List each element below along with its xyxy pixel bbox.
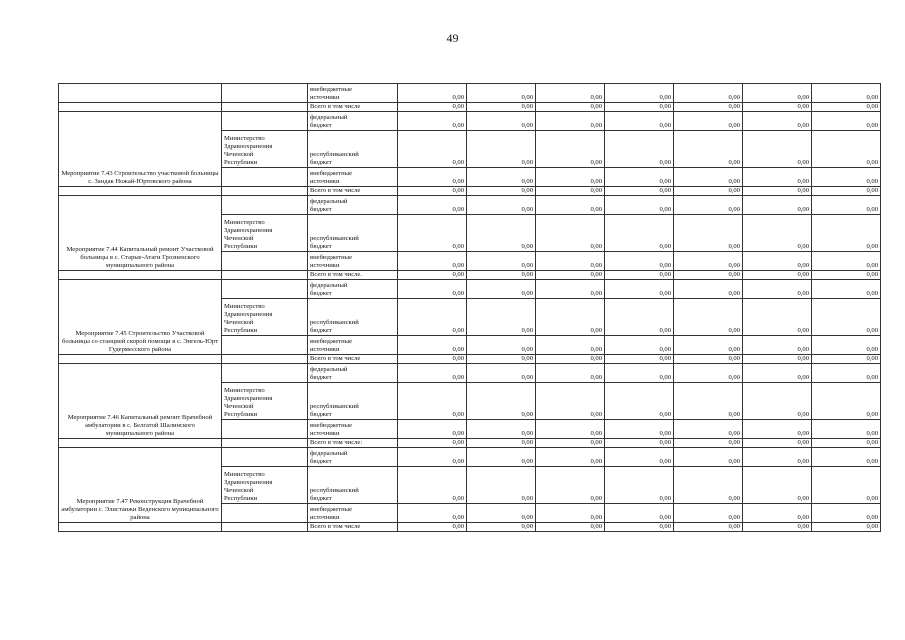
executor-text: Республики [224, 243, 258, 250]
value-cell: 0,00 [812, 504, 881, 523]
value-cell: 0,00 [605, 448, 674, 467]
table-row [59, 448, 881, 467]
value-cell: 0,00 [467, 196, 536, 215]
funding-source-text: бюджет [310, 290, 332, 297]
executor-cell [222, 523, 308, 532]
funding-source-cell [308, 196, 398, 215]
value-cell: 0,00 [605, 196, 674, 215]
value-cell: 0,00 [398, 420, 467, 439]
funding-source-text: источники [310, 430, 340, 437]
value-cell: 0,00 [536, 112, 605, 131]
page-number: 49 [446, 31, 459, 45]
funding-source-text: источники [310, 178, 340, 185]
executor-cell [222, 364, 308, 383]
value-cell: 0,00 [743, 364, 812, 383]
value-cell: 0,00 [467, 439, 536, 448]
funding-source-text: Всего в том числе. [310, 271, 363, 278]
executor-cell [222, 280, 308, 299]
funding-source-cell [308, 187, 398, 196]
funding-source-text: федеральный [310, 282, 348, 289]
value-cell: 0,00 [812, 448, 881, 467]
executor-text: Здравоохранения [224, 395, 273, 402]
value-cell: 0,00 [743, 103, 812, 112]
value-cell: 0,00 [605, 103, 674, 112]
executor-cell [222, 383, 308, 420]
value-cell: 0,00 [674, 168, 743, 187]
total-row [59, 355, 881, 364]
funding-source-text: внебюджетные [310, 338, 353, 345]
funding-source-text: источники [310, 346, 340, 353]
value-cell: 0,00 [674, 336, 743, 355]
value-cell: 0,00 [674, 252, 743, 271]
executor-text: Министерство [224, 135, 265, 142]
value-cell: 0,00 [743, 504, 812, 523]
value-cell: 0,00 [743, 271, 812, 280]
value-cell: 0,00 [812, 420, 881, 439]
value-cell: 0,00 [536, 196, 605, 215]
executor-cell [222, 168, 308, 187]
executor-text: Чеченской [224, 235, 254, 242]
value-cell: 0,00 [467, 504, 536, 523]
executor-cell [222, 420, 308, 439]
funding-source-cell [308, 383, 398, 420]
value-cell: 0,00 [743, 467, 812, 504]
executor-cell [222, 103, 308, 112]
value-cell: 0,00 [605, 420, 674, 439]
table-row [59, 103, 881, 112]
value-cell: 0,00 [467, 280, 536, 299]
funding-source-text: республиканский [310, 151, 359, 158]
value-cell: 0,00 [743, 252, 812, 271]
value-cell: 0,00 [398, 271, 467, 280]
value-cell: 0,00 [398, 383, 467, 420]
value-cell: 0,00 [674, 420, 743, 439]
executor-cell [222, 448, 308, 467]
activity-cell [59, 523, 222, 532]
value-cell: 0,00 [536, 215, 605, 252]
funding-source-text: источники [310, 94, 340, 101]
value-cell: 0,00 [674, 383, 743, 420]
value-cell: 0,00 [605, 355, 674, 364]
funding-source-cell [308, 439, 398, 448]
executor-cell [222, 355, 308, 364]
funding-source-text: бюджет [310, 243, 332, 250]
value-cell: 0,00 [467, 383, 536, 420]
value-cell: 0,00 [674, 131, 743, 168]
value-cell: 0,00 [812, 103, 881, 112]
value-cell: 0,00 [812, 439, 881, 448]
funding-source-cell [308, 215, 398, 252]
table-row [59, 280, 881, 299]
funding-source-cell [308, 252, 398, 271]
value-cell: 0,00 [605, 467, 674, 504]
table-row [59, 196, 881, 215]
value-cell: 0,00 [536, 467, 605, 504]
value-cell: 0,00 [467, 448, 536, 467]
value-cell: 0,00 [605, 504, 674, 523]
funding-source-cell [308, 523, 398, 532]
executor-text: Министерство [224, 471, 265, 478]
funding-source-text: республиканский [310, 319, 359, 326]
value-cell: 0,00 [536, 364, 605, 383]
funding-source-text: бюджет [310, 495, 332, 502]
value-cell: 0,00 [536, 271, 605, 280]
executor-text: Министерство [224, 387, 265, 394]
table-row [59, 364, 881, 383]
total-row [59, 271, 881, 280]
executor-cell [222, 252, 308, 271]
funding-source-text: федеральный [310, 114, 348, 121]
value-cell: 0,00 [605, 299, 674, 336]
funding-source-text: источники [310, 514, 340, 521]
value-cell: 0,00 [467, 131, 536, 168]
value-cell: 0,00 [536, 420, 605, 439]
executor-cell [222, 84, 308, 103]
value-cell: 0,00 [812, 271, 881, 280]
value-cell: 0,00 [536, 383, 605, 420]
funding-source-text: федеральный [310, 450, 348, 457]
value-cell: 0,00 [398, 252, 467, 271]
funding-source-text: внебюджетные [310, 254, 353, 261]
value-cell: 0,00 [674, 112, 743, 131]
funding-source-text: внебюджетные [310, 170, 353, 177]
value-cell: 0,00 [674, 439, 743, 448]
funding-source-cell [308, 448, 398, 467]
value-cell: 0,00 [605, 336, 674, 355]
value-cell: 0,00 [536, 252, 605, 271]
activity-name: Мероприятие 7.46 Капитальный ремонт Врачебной амбулатории в с. Белгатой Шалинского муниципального района [59, 364, 222, 439]
value-cell: 0,00 [536, 336, 605, 355]
funding-source-text: бюджет [310, 206, 332, 213]
value-cell: 0,00 [398, 448, 467, 467]
value-cell: 0,00 [398, 467, 467, 504]
executor-cell [222, 187, 308, 196]
value-cell: 0,00 [674, 187, 743, 196]
funding-source-cell [308, 112, 398, 131]
value-cell: 0,00 [605, 84, 674, 103]
value-cell: 0,00 [536, 280, 605, 299]
value-cell: 0,00 [605, 271, 674, 280]
funding-source-text: бюджет [310, 327, 332, 334]
executor-text: Здравоохранения [224, 311, 273, 318]
funding-source-cell [308, 467, 398, 504]
value-cell: 0,00 [536, 439, 605, 448]
funding-source-text: Всего в том числе [310, 355, 361, 362]
value-cell: 0,00 [605, 131, 674, 168]
value-cell: 0,00 [398, 523, 467, 532]
value-cell: 0,00 [536, 103, 605, 112]
executor-text: Здравоохранения [224, 227, 273, 234]
executor-cell [222, 504, 308, 523]
funding-source-text: бюджет [310, 458, 332, 465]
value-cell: 0,00 [398, 364, 467, 383]
value-cell: 0,00 [812, 280, 881, 299]
executor-cell [222, 299, 308, 336]
value-cell: 0,00 [812, 336, 881, 355]
executor-text: Чеченской [224, 487, 254, 494]
value-cell: 0,00 [536, 523, 605, 532]
value-cell: 0,00 [605, 215, 674, 252]
executor-text: Чеченской [224, 319, 254, 326]
value-cell: 0,00 [674, 355, 743, 364]
value-cell: 0,00 [467, 215, 536, 252]
value-cell: 0,00 [398, 439, 467, 448]
value-cell: 0,00 [605, 187, 674, 196]
value-cell: 0,00 [812, 112, 881, 131]
value-cell: 0,00 [743, 523, 812, 532]
value-cell: 0,00 [605, 439, 674, 448]
value-cell: 0,00 [398, 84, 467, 103]
funding-source-cell [308, 168, 398, 187]
value-cell: 0,00 [743, 84, 812, 103]
value-cell: 0,00 [743, 299, 812, 336]
value-cell: 0,00 [812, 467, 881, 504]
funding-source-text: республиканский [310, 487, 359, 494]
activity-name: Мероприятие 7.44 Капитальный ремонт Участковой больницы в с. Старые-Атаги Грозненского муниципального района [59, 196, 222, 271]
value-cell: 0,00 [605, 364, 674, 383]
value-cell: 0,00 [812, 131, 881, 168]
funding-source-text: республиканский [310, 235, 359, 242]
funding-source-cell [308, 420, 398, 439]
funding-source-cell [308, 84, 398, 103]
executor-text: Министерство [224, 219, 265, 226]
value-cell: 0,00 [812, 523, 881, 532]
value-cell: 0,00 [605, 280, 674, 299]
value-cell: 0,00 [467, 103, 536, 112]
value-cell: 0,00 [398, 187, 467, 196]
value-cell: 0,00 [674, 467, 743, 504]
value-cell: 0,00 [674, 523, 743, 532]
value-cell: 0,00 [674, 271, 743, 280]
value-cell: 0,00 [674, 196, 743, 215]
value-cell: 0,00 [812, 84, 881, 103]
value-cell: 0,00 [467, 112, 536, 131]
activity-name: Мероприятие 7.43 Строительство участковой больницы с. Зандак Ножай-Юртовского района [59, 112, 222, 187]
executor-cell [222, 215, 308, 252]
value-cell: 0,00 [398, 336, 467, 355]
funding-source-text: Всего в том числе [310, 103, 361, 110]
activity-cell [59, 355, 222, 364]
value-cell: 0,00 [605, 168, 674, 187]
executor-text: Здравоохранения [224, 143, 273, 150]
funding-source-cell [308, 280, 398, 299]
funding-source-text: республиканский [310, 403, 359, 410]
total-row [59, 187, 881, 196]
value-cell: 0,00 [398, 355, 467, 364]
funding-source-cell [308, 271, 398, 280]
value-cell: 0,00 [743, 131, 812, 168]
executor-cell [222, 131, 308, 168]
value-cell: 0,00 [743, 168, 812, 187]
value-cell: 0,00 [674, 84, 743, 103]
value-cell: 0,00 [467, 420, 536, 439]
value-cell: 0,00 [743, 215, 812, 252]
executor-text: Здравоохранения [224, 479, 273, 486]
activity-cell [59, 439, 222, 448]
value-cell: 0,00 [398, 103, 467, 112]
funding-source-text: источники [310, 262, 340, 269]
value-cell: 0,00 [812, 187, 881, 196]
value-cell: 0,00 [812, 215, 881, 252]
funding-source-cell [308, 504, 398, 523]
executor-text: Чеченской [224, 403, 254, 410]
value-cell: 0,00 [743, 336, 812, 355]
total-row [59, 523, 881, 532]
executor-text: Чеченской [224, 151, 254, 158]
value-cell: 0,00 [674, 215, 743, 252]
funding-source-text: внебюджетные [310, 86, 353, 93]
value-cell: 0,00 [536, 187, 605, 196]
value-cell: 0,00 [536, 168, 605, 187]
value-cell: 0,00 [398, 112, 467, 131]
value-cell: 0,00 [674, 299, 743, 336]
value-cell: 0,00 [536, 299, 605, 336]
value-cell: 0,00 [743, 420, 812, 439]
funding-source-text: федеральный [310, 198, 348, 205]
activity-cell [59, 187, 222, 196]
funding-source-text: федеральный [310, 366, 348, 373]
value-cell: 0,00 [536, 355, 605, 364]
value-cell: 0,00 [398, 280, 467, 299]
value-cell: 0,00 [467, 299, 536, 336]
funding-source-cell [308, 364, 398, 383]
value-cell: 0,00 [467, 467, 536, 504]
funding-source-text: бюджет [310, 411, 332, 418]
value-cell: 0,00 [398, 504, 467, 523]
value-cell: 0,00 [467, 168, 536, 187]
executor-text: Республики [224, 327, 258, 334]
executor-cell [222, 196, 308, 215]
value-cell: 0,00 [812, 383, 881, 420]
value-cell: 0,00 [398, 168, 467, 187]
value-cell: 0,00 [467, 355, 536, 364]
value-cell: 0,00 [467, 271, 536, 280]
value-cell: 0,00 [812, 252, 881, 271]
value-cell: 0,00 [743, 187, 812, 196]
value-cell: 0,00 [467, 187, 536, 196]
executor-cell [222, 467, 308, 504]
value-cell: 0,00 [605, 383, 674, 420]
executor-text: Республики [224, 495, 258, 502]
funding-source-text: внебюджетные [310, 422, 353, 429]
value-cell: 0,00 [743, 448, 812, 467]
table-row [59, 84, 881, 103]
value-cell: 0,00 [743, 112, 812, 131]
activity-cell [59, 271, 222, 280]
executor-cell [222, 112, 308, 131]
activity-cell [59, 103, 222, 112]
value-cell: 0,00 [743, 196, 812, 215]
value-cell: 0,00 [674, 280, 743, 299]
executor-text: Республики [224, 159, 258, 166]
value-cell: 0,00 [812, 364, 881, 383]
value-cell: 0,00 [536, 448, 605, 467]
value-cell: 0,00 [398, 215, 467, 252]
funding-source-text: бюджет [310, 159, 332, 166]
funding-source-cell [308, 131, 398, 168]
table-row [59, 112, 881, 131]
value-cell: 0,00 [743, 355, 812, 364]
value-cell: 0,00 [398, 196, 467, 215]
funding-source-text: Всего в том числе [310, 523, 361, 530]
value-cell: 0,00 [536, 131, 605, 168]
value-cell: 0,00 [743, 439, 812, 448]
executor-text: Министерство [224, 303, 265, 310]
activity-name: Мероприятие 7.47 Реконструкция Врачебной амбулатории с. Элистанжи Веденского муниципального района [59, 448, 222, 523]
value-cell: 0,00 [467, 364, 536, 383]
value-cell: 0,00 [467, 336, 536, 355]
value-cell: 0,00 [536, 504, 605, 523]
value-cell: 0,00 [743, 383, 812, 420]
funding-source-text: внебюджетные [310, 506, 353, 513]
value-cell: 0,00 [605, 523, 674, 532]
value-cell: 0,00 [674, 103, 743, 112]
funding-source-cell [308, 336, 398, 355]
executor-text: Республики [224, 411, 258, 418]
executor-cell [222, 439, 308, 448]
funding-source-text: Всего в том числе: [310, 439, 363, 446]
activity-name: Мероприятие 7.45 Строительство Участковой больницы со станцией скорой помощи в с. Энгель-Юрт Гудермесского района [59, 280, 222, 355]
value-cell: 0,00 [674, 504, 743, 523]
value-cell: 0,00 [674, 364, 743, 383]
value-cell: 0,00 [398, 299, 467, 336]
value-cell: 0,00 [467, 252, 536, 271]
funding-source-text: Всего в том числе [310, 187, 361, 194]
value-cell: 0,00 [467, 523, 536, 532]
funding-source-cell [308, 355, 398, 364]
value-cell: 0,00 [605, 112, 674, 131]
value-cell: 0,00 [812, 355, 881, 364]
value-cell: 0,00 [398, 131, 467, 168]
funding-source-cell [308, 103, 398, 112]
funding-source-text: бюджет [310, 374, 332, 381]
value-cell: 0,00 [812, 168, 881, 187]
executor-cell [222, 336, 308, 355]
funding-source-cell [308, 299, 398, 336]
value-cell: 0,00 [605, 252, 674, 271]
value-cell: 0,00 [812, 299, 881, 336]
value-cell: 0,00 [467, 84, 536, 103]
executor-cell [222, 271, 308, 280]
value-cell: 0,00 [743, 280, 812, 299]
budget-table [58, 83, 881, 532]
value-cell: 0,00 [674, 448, 743, 467]
total-row [59, 439, 881, 448]
funding-source-text: бюджет [310, 122, 332, 129]
value-cell: 0,00 [812, 196, 881, 215]
activity-cell [59, 84, 222, 103]
value-cell: 0,00 [536, 84, 605, 103]
